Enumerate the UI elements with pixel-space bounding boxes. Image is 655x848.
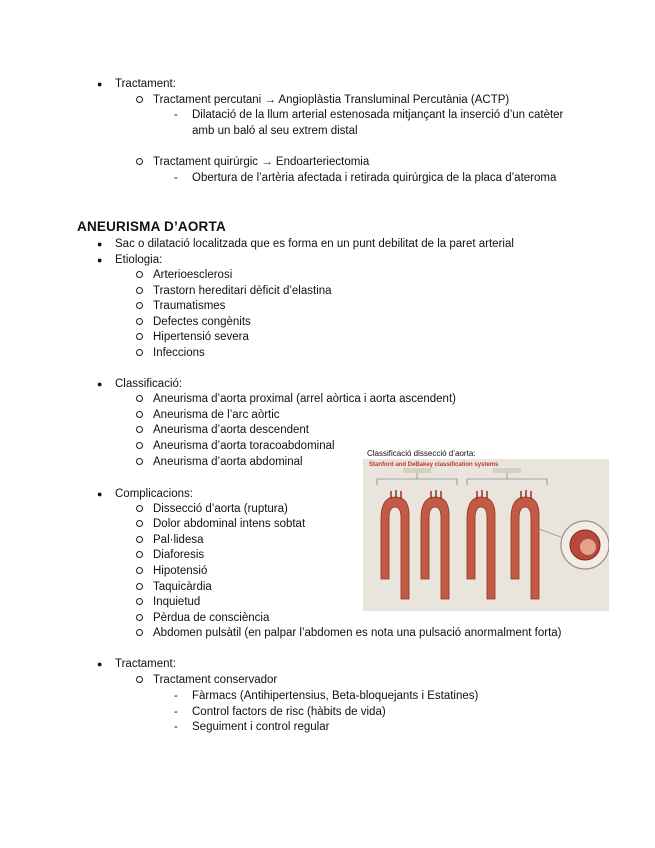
bullet-dot: ● <box>97 379 103 389</box>
classification-heading: Classificació: <box>115 378 183 390</box>
percutaneous-desc-line-2: amb un baló al seu extrem distal <box>192 125 358 137</box>
classification-item: Aneurisma d’aorta toracoabdominal <box>153 440 335 452</box>
conservative-treatment: Tractament conservador <box>153 674 278 686</box>
dash-bullet: - <box>174 690 178 702</box>
circle-bullet <box>136 676 143 683</box>
circle-bullet <box>136 318 143 325</box>
bullet-dot: ● <box>97 239 103 249</box>
bullet-dot: ● <box>97 489 103 499</box>
circle-bullet <box>136 271 143 278</box>
classification-item: Aneurisma d’aorta descendent <box>153 424 309 436</box>
circle-bullet <box>136 505 143 512</box>
figure-caption: Classificació dissecció d’aorta: <box>367 449 476 458</box>
circle-bullet <box>136 614 143 621</box>
percutaneous-desc-line-1: Dilatació de la llum arterial estenosada mitjançant la inserció d’un catèter <box>192 109 564 121</box>
dash-bullet: - <box>174 706 178 718</box>
circle-bullet <box>136 287 143 294</box>
complication-item: Pèrdua de consciència <box>153 612 270 624</box>
circle-bullet <box>136 158 143 165</box>
circle-bullet <box>136 411 143 418</box>
treatment-heading: Tractament: <box>115 78 176 90</box>
etiology-item: Arterioesclerosi <box>153 269 233 281</box>
etiology-heading: Etiologia: <box>115 254 163 266</box>
etiology-item: Trastorn hereditari dèficit d’elastina <box>153 285 332 297</box>
figure-title: Stanford and DeBakey classification systems <box>369 462 499 468</box>
conservative-item: Fàrmacs (Antihipertensius, Beta-bloquejants i Estatines) <box>192 690 479 702</box>
circle-bullet <box>136 395 143 402</box>
aorta-illustration <box>363 459 609 611</box>
complications-heading: Complicacions: <box>115 488 193 500</box>
complication-item: Taquicàrdia <box>153 581 212 593</box>
etiology-item: Defectes congènits <box>153 316 251 328</box>
complication-item: Dolor abdominal intens sobtat <box>153 518 306 530</box>
complication-item: Hipotensió <box>153 565 208 577</box>
circle-bullet <box>136 442 143 449</box>
bullet-dot: ● <box>97 255 103 265</box>
complication-item: Inquietud <box>153 596 201 608</box>
section-title: ANEURISMA D’AORTA <box>77 219 226 234</box>
definition: Sac o dilatació localitzada que es forma en un punt debilitat de la paret arterial <box>115 238 514 250</box>
circle-bullet <box>136 349 143 356</box>
conservative-item: Control factors de risc (hàbits de vida) <box>192 706 386 718</box>
circle-bullet <box>136 458 143 465</box>
complication-item: Diaforesis <box>153 549 205 561</box>
circle-bullet <box>136 520 143 527</box>
complication-item: Dissecció d’aorta (ruptura) <box>153 503 288 515</box>
circle-bullet <box>136 333 143 340</box>
complication-item: Pal·lidesa <box>153 534 204 546</box>
circle-bullet <box>136 426 143 433</box>
circle-bullet <box>136 302 143 309</box>
classification-item: Aneurisma de l’arc aòrtic <box>153 409 280 421</box>
bullet-dot: ● <box>97 659 103 669</box>
dash-bullet: - <box>174 721 178 733</box>
classification-item: Aneurisma d’aorta abdominal <box>153 456 303 468</box>
circle-bullet <box>136 536 143 543</box>
aortic-dissection-figure <box>363 459 609 611</box>
dash-bullet: - <box>174 172 178 184</box>
surgical-desc: Obertura de l’artèria afectada i retirada quirúrgica de la placa d’ateroma <box>192 172 557 184</box>
conservative-item: Seguiment i control regular <box>192 721 330 733</box>
etiology-item: Traumatismes <box>153 300 226 312</box>
bullet-dot: ● <box>97 79 103 89</box>
circle-bullet <box>136 583 143 590</box>
complication-item: Abdomen pulsàtil (en palpar l’abdomen es nota una pulsació anormalment forta) <box>153 627 562 639</box>
surgical-treatment: Tractament quirúrgic → Endoarteriectomia <box>153 156 370 168</box>
circle-bullet <box>136 567 143 574</box>
dash-bullet: - <box>174 109 178 121</box>
circle-bullet <box>136 551 143 558</box>
circle-bullet <box>136 598 143 605</box>
circle-bullet <box>136 629 143 636</box>
treatment-heading: Tractament: <box>115 658 176 670</box>
etiology-item: Hipertensió severa <box>153 331 249 343</box>
circle-bullet <box>136 96 143 103</box>
classification-item: Aneurisma d’aorta proximal (arrel aòrtica i aorta ascendent) <box>153 393 456 405</box>
percutaneous-treatment: Tractament percutani → Angioplàstia Transluminal Percutània (ACTP) <box>153 94 510 106</box>
etiology-item: Infeccions <box>153 347 205 359</box>
